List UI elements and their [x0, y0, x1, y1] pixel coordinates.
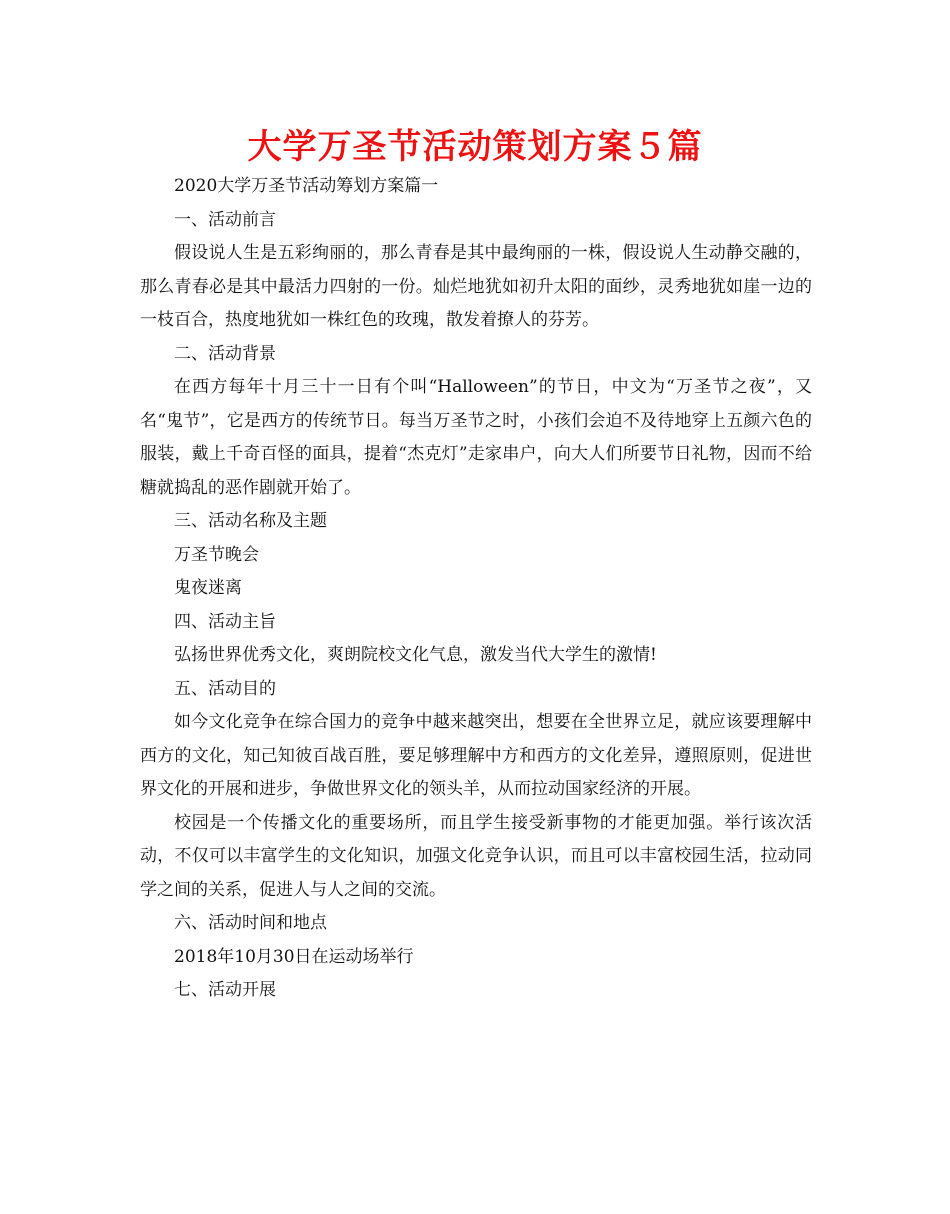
subtitle-paragraph: 2020大学万圣节活动筹划方案篇一: [174, 176, 439, 196]
paragraph-goals-1: 如今文化竞争在综合国力的竞争中越来越突出，想要在全世界立足，就应该要理解中西方的文化，知己知彼百战百胜，要足够理解中方和西方的文化差异，遵照原则，促进世界文化的开展和进步，争做世界文化的领头羊，从而拉动国家经济的开展。: [140, 712, 812, 799]
paragraph-preface: 假设说人生是五彩绚丽的，那么青春是其中最绚丽的一株，假设说人生动静交融的，那么青春必是其中最活力四射的一份。灿烂地犹如初升太阳的面纱，灵秀地犹如崖一边的一枝百合，热度地犹如一株红色的玫瑰，散发着撩人的芬芳。: [140, 243, 812, 330]
section-heading-background: 二、活动背景: [174, 343, 276, 364]
section-heading-name-theme: 三、活动名称及主题: [174, 511, 327, 531]
section-heading-goals: 五、活动目的: [174, 678, 276, 699]
section-heading-purpose: 四、活动主旨: [174, 611, 276, 632]
paragraph-time-place: 2018年10月30日在运动场举行: [174, 946, 414, 967]
paragraph-purpose: 弘扬世界优秀文化，爽朗院校文化气息，激发当代大学生的激情!: [174, 645, 657, 665]
paragraph-goals-2: 校园是一个传播文化的重要场所，而且学生接受新事物的才能更加强。举行该次活动，不仅可以丰富学生的文化知识，加强文化竞争认识，而且可以丰富校园生活，拉动同学之间的关系，促进人与人之间的交流。: [140, 812, 812, 900]
section-heading-preface: 一、活动前言: [174, 209, 276, 230]
section-heading-activities: 七、活动开展: [174, 980, 276, 1000]
paragraph-event-name: 万圣节晚会: [174, 544, 259, 565]
paragraph-background: 在西方每年十月三十一日有个叫“Halloween”的节日，中文为“万圣节之夜”，又名“鬼节”，它是西方的传统节日。每当万圣节之时，小孩们会迫不及待地穿上五颜六色的服装，戴上千奇百怪的面具，提着“杰克灯”走家串户，向大人们所要节日礼物，因而不给糖就捣乱的恶作剧就开始了。: [140, 377, 812, 498]
section-heading-time-place: 六、活动时间和地点: [174, 913, 327, 933]
document-title: 大学万圣节活动策划方案５篇: [247, 127, 703, 167]
paragraph-event-theme: 鬼夜迷离: [174, 578, 242, 598]
document-body: [140, 170, 812, 1008]
